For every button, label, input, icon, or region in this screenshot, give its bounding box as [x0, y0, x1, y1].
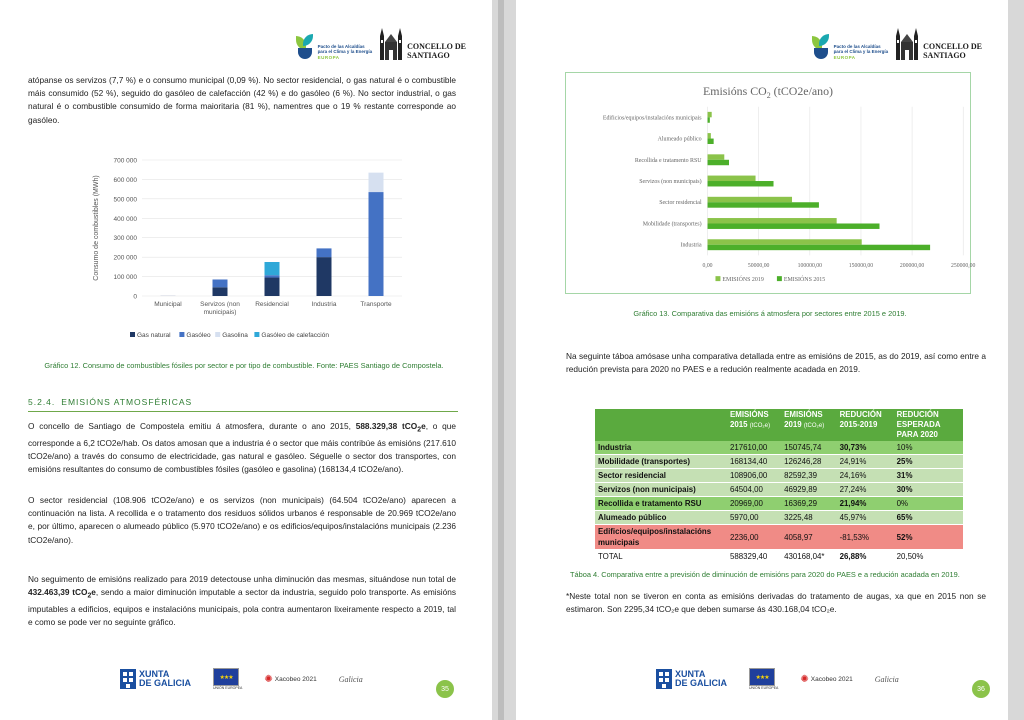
eu-label: UNIÓN EUROPEA [749, 686, 779, 690]
bar-0-3 [708, 176, 756, 181]
pacto-leaf-icon [811, 34, 831, 60]
sector-cell: Sector residencial [595, 469, 727, 483]
emissions-table [595, 409, 963, 564]
footer-logos [656, 664, 899, 694]
emissions-paragraph-1 [28, 420, 456, 476]
sector-cell: Mobilidade (transportes) [595, 455, 727, 469]
legend-label: Gasóleo [186, 332, 211, 339]
value-cell: 20969,00 [727, 497, 781, 511]
xunta-flag-icon [656, 669, 672, 689]
legend-label: EMISIÓNS 2015 [783, 277, 826, 284]
bar-1-6 [708, 245, 931, 250]
sector-cell: Servizos (non municipais) [595, 483, 727, 497]
bar-1-3 [317, 248, 332, 257]
header-logos [811, 20, 982, 60]
cathedral-icon [378, 24, 404, 60]
bar-1-1 [213, 279, 228, 287]
galicia-logo: Galicia [338, 674, 363, 684]
value-cell: 82592,39 [781, 469, 836, 483]
section-title: EMISIÓNS ATMOSFÉRICAS [61, 397, 193, 407]
xacobeo-text: Xacobeo 2021 [810, 675, 853, 683]
x-tick-label: 150000,00 [848, 263, 874, 270]
legend-swatch [254, 332, 259, 337]
xacobeo-logo [800, 674, 852, 685]
section-number: 5.2.4. [28, 397, 56, 407]
emissions-paragraph-2: O sector residencial (108.906 tCO2e/ano) e os servizos (non municipais) (64.504 tCO2e/ano) aparecen a continuación na lista. A recollida e o tratamento dos residuos sólidos urbanos é responsable de 20.969 tCO2e/ano e, por último, aparecen o alumeado público (5.970 tCO2e/ano) e os edificios/equipos/instalacións municipais (2.236 tCO2e/ano). [28, 495, 456, 545]
bar-0-1 [708, 133, 711, 138]
value-cell: 3225,48 [781, 511, 836, 525]
pacto-text-1: Pacto de las Alcaldías [833, 43, 881, 49]
x-tick-label: Servizos (non [200, 301, 240, 308]
x-tick-label: Industria [311, 301, 337, 308]
table-row [595, 483, 963, 497]
value-cell: 5970,00 [727, 511, 781, 525]
y-tick-label: 300 000 [113, 235, 137, 243]
sector-cell: Industria [595, 441, 727, 455]
xacobeo-text: Xacobeo 2021 [274, 675, 317, 683]
eu-logo [213, 668, 242, 690]
y-tick-label: Industria [680, 242, 702, 249]
header-text: REDUCIÓN ESPERADA PARA 2020 [896, 410, 941, 439]
sector-cell: TOTAL [595, 550, 727, 564]
section-heading [28, 397, 458, 412]
value-cell: 4058,97 [781, 525, 836, 550]
y-tick-label: Servizos (non municipais) [639, 179, 702, 185]
table-header-reduction [837, 409, 894, 441]
y-tick-label: Edificios/equipos/instalacións municipais [602, 115, 702, 122]
expected-cell: 20,50% [894, 550, 963, 564]
eu-flag-icon: ★★★ [213, 668, 239, 686]
value-cell: 108906,00 [727, 469, 781, 483]
expected-cell: 31% [894, 469, 963, 483]
bar-1-2 [708, 160, 729, 165]
bar-0-2 [265, 278, 280, 296]
p3-total-2019: 432.463,39 tCO [28, 587, 88, 598]
header-text: REDUCIÓN 2015-2019 [839, 410, 882, 429]
bar-1-0 [708, 117, 710, 122]
y-tick-label: 600 000 [113, 176, 137, 184]
reduction-cell: 27,24% [837, 483, 894, 497]
bar-0-3 [317, 257, 332, 296]
table-row [595, 525, 963, 550]
x-tick-label: Municipal [154, 301, 182, 308]
header-unit: (tCO₂e) [803, 423, 825, 429]
sector-cell: Recollida e tratamento RSU [595, 497, 727, 511]
legend-label: Gasóleo de calefacción [261, 332, 329, 339]
bar-0-1 [213, 287, 228, 296]
table-row [595, 441, 963, 455]
x-tick-label: 100000,00 [797, 263, 823, 270]
xunta-logo [120, 669, 191, 689]
emissions-comparison-chart [565, 72, 976, 294]
concello-santiago-logo [894, 24, 982, 60]
p1-total-e: e [421, 421, 426, 431]
p1-total-2015: 588.329,38 tCO [355, 421, 418, 431]
pacto-text-2: para el Clima y la Energía [317, 49, 373, 54]
xunta-logo [656, 669, 727, 689]
cathedral-icon [894, 24, 920, 60]
pacto-leaf-icon [295, 34, 315, 60]
page-gap [492, 0, 516, 720]
bar-1-4 [708, 202, 819, 207]
bar-1-2 [265, 275, 280, 277]
p1-text-b: , o que corresponde a 6,2 tCO2e/hab. Os datos amosan que a industria é o sector que máis contribúe ás emisións (217.610 tCO2e/ano) a través do consumo de electricidade, gas natural e gasóleo. Séguelle o sector dos transportes, con emisións resultantes do consumo de combustibles fósiles (gasóleo e gasolina) (168134,4 tCO2e/ano). [28, 421, 456, 475]
reduction-cell: 21,94% [837, 497, 894, 511]
intro-paragraph: atópanse os servizos (7,7 %) e o consumo municipal (0,09 %). No sector residencial, o gas natural é o combustible máis consumido (52 %), seguido do gasóleo de calefacción (42 %) e do gasóleo (6 %). No sector industrial, o gas natural é o combustible consumido de forma maioritaria (81 %), namentres que o 19 % restante corresponde ao gasóleo. [28, 75, 456, 125]
value-cell: 126246,28 [781, 455, 836, 469]
reduction-cell: 45,97% [837, 511, 894, 525]
value-cell: 64504,00 [727, 483, 781, 497]
reduction-cell: 30,73% [837, 441, 894, 455]
value-cell: 2236,00 [727, 525, 781, 550]
value-cell: 150745,74 [781, 441, 836, 455]
p3-total-sub: 2 [87, 592, 92, 600]
bar-3-2 [265, 262, 280, 275]
y-tick-label: 400 000 [113, 215, 137, 223]
fuel-consumption-chart [90, 148, 410, 348]
table-header-row [595, 409, 963, 441]
y-tick-label: 700 000 [113, 157, 137, 165]
table-header-2015 [727, 409, 781, 441]
legend-swatch [179, 332, 184, 337]
x-tick-label: 50000,00 [747, 263, 770, 270]
x-tick-label: 0,00 [702, 263, 713, 270]
legend-swatch [715, 276, 720, 281]
table-header-sector [595, 409, 727, 441]
y-tick-label: 100 000 [113, 274, 137, 282]
chart-13-caption: Gráfico 13. Comparativa das emisións á atmosfera por sectores entre 2015 e 2019. [633, 309, 907, 318]
bar-2-4 [369, 173, 384, 192]
table-intro-paragraph: Na seguinte táboa amósase unha comparativa detallada entre as emisións de 2015, as do 2019, así como entre a redución prevista para 2020 no PAES e a redución realmente acadada en 2019. [566, 351, 986, 375]
bar-1-4 [369, 192, 384, 296]
table-row [595, 469, 963, 483]
value-cell: 588329,40 [727, 550, 781, 564]
x-tick-label: 200000,00 [899, 263, 925, 270]
p3-text-a: No seguimento de emisións realizado para 2019 detectouse unha diminución das mesmas, situándose nun total de [28, 574, 456, 584]
bar-0-0 [708, 112, 712, 117]
xacobeo-icon: ✺ [264, 673, 273, 685]
concello-text-1: CONCELLO DE [923, 42, 982, 51]
legend-label: EMISIÓNS 2019 [722, 277, 764, 284]
p1-total-sub: 2 [417, 426, 422, 434]
table-4-caption: Táboa 4. Comparativa entre a previsión de diminución de emisións para 2020 do PAES e a redución acadada en 2019. [570, 570, 960, 579]
concello-text-1: CONCELLO DE [407, 42, 466, 51]
expected-cell: 10% [894, 441, 963, 455]
bar-0-5 [708, 218, 837, 223]
header-logos [295, 20, 466, 60]
concello-santiago-logo [378, 24, 466, 60]
value-cell: 16369,29 [781, 497, 836, 511]
header-text: EMISIÓNS 2015 [730, 410, 769, 429]
table-row [595, 497, 963, 511]
expected-cell: 30% [894, 483, 963, 497]
xunta-flag-icon [120, 669, 136, 689]
reduction-cell: 26,88% [837, 550, 894, 564]
bar-0-6 [708, 239, 862, 244]
bar-1-3 [708, 181, 774, 186]
pacto-text-3: EUROPA [833, 54, 856, 60]
eu-logo [749, 668, 778, 690]
pacto-text-3: EUROPA [317, 54, 340, 60]
page-number: 36 [972, 680, 990, 698]
expected-cell: 65% [894, 511, 963, 525]
pacto-text-2: para el Clima y la Energía [833, 49, 889, 54]
xunta-text-2: DE GALICIA [139, 678, 192, 688]
chart-12-caption: Gráfico 12. Consumo de combustibles fósiles por sector e por tipo de combustible. Fonte: PAES Santiago de Compostela. [44, 361, 444, 370]
reduction-cell: -81,53% [837, 525, 894, 550]
x-tick-label: municipais) [203, 309, 237, 316]
y-tick-label: 500 000 [113, 196, 137, 204]
xunta-text-1: XUNTA [675, 669, 706, 679]
y-axis-label: Consumo de combustibles (MWh) [93, 175, 100, 281]
sector-cell: Edificios/equipos/instalacións municipais [595, 525, 727, 550]
bar-0-4 [708, 197, 792, 202]
legend-label: Gas natural [137, 332, 171, 339]
bar-1-1 [708, 139, 714, 144]
sector-cell: Alumeado público [595, 511, 727, 525]
concello-text-2: SANTIAGO [407, 51, 450, 60]
pacto-alcaldias-logo [811, 34, 889, 60]
emissions-paragraph-3 [28, 573, 456, 629]
table-total-row [595, 550, 963, 564]
bar-1-5 [708, 223, 880, 228]
eu-label: UNIÓN EUROPEA [213, 686, 243, 690]
value-cell: 217610,00 [727, 441, 781, 455]
value-cell: 46929,89 [781, 483, 836, 497]
p3-total-e: e [91, 587, 96, 598]
table-row [595, 455, 963, 469]
expected-cell: 25% [894, 455, 963, 469]
value-cell: 168134,40 [727, 455, 781, 469]
galicia-logo: Galicia [874, 674, 899, 684]
y-tick-label: Alumeado público [657, 136, 702, 143]
legend-label: Gasolina [222, 332, 248, 339]
y-tick-label: Sector residencial [659, 200, 702, 207]
header-unit: (tCO₂e) [749, 423, 771, 429]
x-tick-label: Transporte [360, 301, 392, 308]
p3-text-b: , sendo a maior diminución imputable a sector da industria, seguido polo transporte. As emisións imputables a edificios, equipos e instalacións municipais, pola contra aumentaron lixeiramente respecto a 2019, tal e como se pode ver no seguinte gráfico. [28, 587, 457, 628]
xacobeo-logo [264, 674, 316, 685]
table-header-2019 [781, 409, 836, 441]
table-footnote: *Neste total non se tiveron en conta as emisións derivadas do tratamento de augas, xa que en 2015 non se estimaron. Son 2295,34 tCO₂e que deben sumarse ás 430.168,04 tCO₂e. [566, 591, 986, 615]
legend-swatch [777, 276, 782, 281]
y-tick-label: Mobilidade (transportes) [642, 221, 702, 228]
bar-0-2 [708, 154, 725, 159]
reduction-cell: 24,16% [837, 469, 894, 483]
table-row [595, 511, 963, 525]
legend-swatch [130, 332, 135, 337]
y-tick-label: Recollida e tratamento RSU [634, 157, 702, 164]
expected-cell: 52% [894, 525, 963, 550]
xunta-text-1: XUNTA [139, 669, 170, 679]
eu-flag-icon: ★★★ [749, 668, 775, 686]
scrollbar[interactable] [498, 0, 504, 720]
page-number: 35 [436, 680, 454, 698]
page-35 [0, 0, 492, 720]
value-cell: 430168,04* [781, 550, 836, 564]
y-tick-label: 200 000 [113, 254, 137, 262]
table-header-expected [894, 409, 963, 441]
xunta-text-2: DE GALICIA [675, 678, 728, 688]
concello-text-2: SANTIAGO [923, 51, 966, 60]
expected-cell: 0% [894, 497, 963, 511]
p1-text-a: O concello de Santiago de Compostela emitiu á atmosfera, durante o ano 2015, [28, 421, 356, 431]
y-tick-label: 0 [133, 293, 137, 301]
x-tick-label: 250000,00 [951, 263, 976, 270]
reduction-cell: 24,91% [837, 455, 894, 469]
xacobeo-icon: ✺ [800, 673, 809, 685]
pacto-text-1: Pacto de las Alcaldías [317, 43, 365, 49]
chart-title: Emisións $CO_2$ (tCO2e/ano) [703, 83, 833, 100]
pacto-alcaldias-logo [295, 34, 373, 60]
x-tick-label: Residencial [255, 301, 289, 308]
legend-swatch [215, 332, 220, 337]
header-text: EMISIÓNS 2019 [784, 410, 823, 429]
footer-logos [120, 664, 363, 694]
